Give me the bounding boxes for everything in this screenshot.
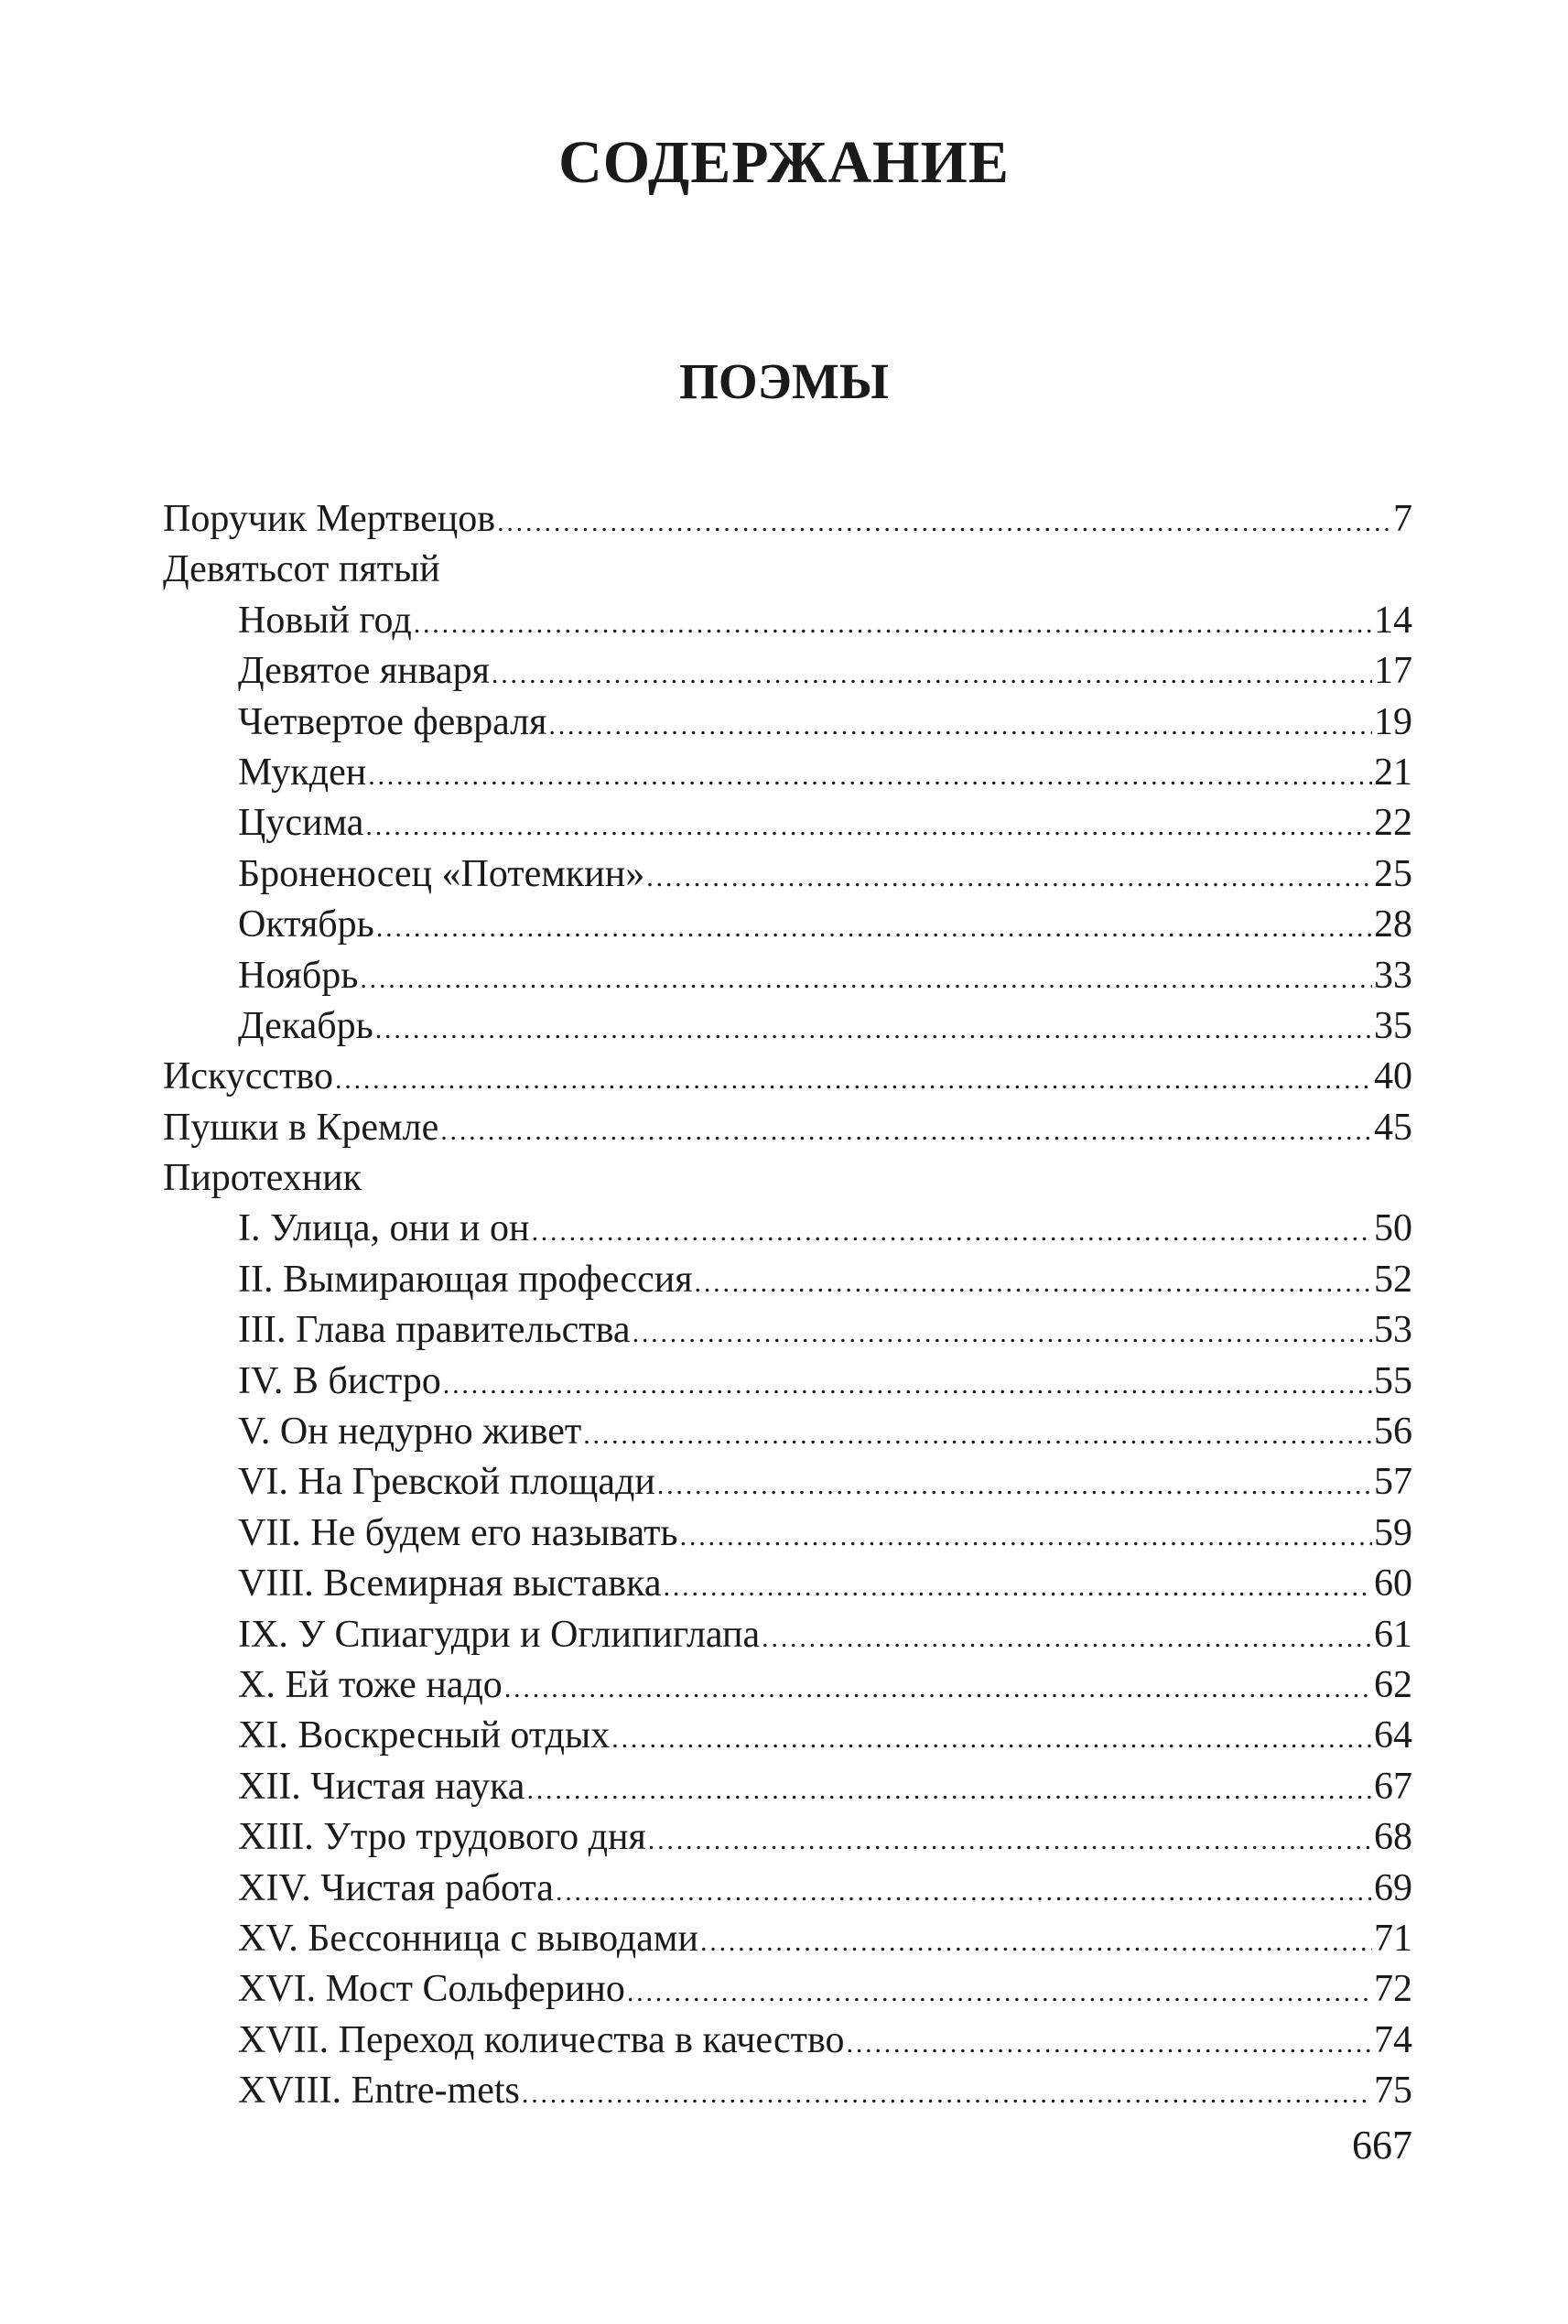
toc-entry-page: 72	[1374, 1968, 1412, 2011]
toc-entry-title: Цусима	[238, 802, 364, 845]
dot-leader	[627, 1967, 1372, 2017]
toc-entry	[163, 951, 1412, 1001]
dot-leader	[360, 954, 1372, 1004]
toc-entry	[163, 1964, 1412, 2015]
dot-leader	[414, 599, 1372, 649]
toc-entry	[163, 1052, 1412, 1102]
toc-entry	[163, 2066, 1412, 2116]
dot-leader	[368, 751, 1372, 801]
dot-leader	[375, 1004, 1372, 1054]
dot-leader	[556, 1866, 1372, 1917]
page-title: СОДЕРЖАНИЕ	[558, 129, 1010, 196]
toc-entry	[163, 1357, 1412, 1407]
dot-leader	[492, 649, 1372, 699]
toc-entry	[163, 646, 1412, 697]
dot-leader	[376, 903, 1372, 953]
dot-leader	[762, 1613, 1372, 1663]
toc-entry-page: 69	[1374, 1866, 1412, 1909]
toc-entry	[163, 545, 1412, 595]
toc-entry-title: VI. На Гревской площади	[238, 1461, 655, 1504]
toc-entry-title: I. Улица, они и он	[238, 1207, 530, 1250]
toc-entry-title: IV. В бистро	[238, 1359, 441, 1402]
toc-entry-page: 64	[1374, 1714, 1412, 1757]
toc-entry-page: 25	[1374, 852, 1412, 895]
dot-leader	[611, 1713, 1372, 1764]
toc-entry	[163, 1660, 1412, 1711]
toc-entry-page: 62	[1374, 1663, 1412, 1706]
toc-entry	[163, 1407, 1412, 1457]
toc-entry-title: Четвертое февраля	[238, 700, 547, 743]
toc-entry-page: 21	[1374, 751, 1412, 794]
toc-entry	[163, 1812, 1412, 1863]
toc-entry	[163, 1457, 1412, 1508]
toc-entry	[163, 849, 1412, 900]
toc-entry-page: 35	[1374, 1004, 1412, 1047]
toc-entry-title: Октябрь	[238, 903, 374, 946]
toc-entry-page: 45	[1374, 1106, 1412, 1149]
toc-entry-page: 56	[1374, 1411, 1412, 1454]
toc-entry-title: Поручик Мертвецов	[163, 498, 496, 540]
toc-entry	[163, 494, 1412, 545]
toc-entry-title: XVIII. Entre-mets	[238, 2070, 520, 2113]
toc-entry-page: 53	[1374, 1309, 1412, 1352]
toc-entry-page: 75	[1374, 2070, 1412, 2113]
dot-leader	[365, 801, 1372, 851]
dot-leader	[847, 2018, 1372, 2069]
toc-entry-title: Девятьсот пятый	[163, 548, 440, 591]
toc-entry	[163, 2016, 1412, 2066]
toc-entry	[163, 798, 1412, 849]
dot-leader	[695, 1258, 1372, 1308]
toc-entry-page: 28	[1374, 903, 1412, 946]
toc-entry-title: III. Глава правительства	[238, 1309, 631, 1352]
toc-entry-title: XI. Воскресный отдых	[238, 1714, 611, 1757]
toc-entry-title: X. Ей тоже надо	[238, 1663, 503, 1706]
toc-entry-page: 50	[1374, 1207, 1412, 1250]
dot-leader	[531, 1206, 1372, 1257]
dot-leader	[440, 1106, 1372, 1156]
toc-entry	[163, 1914, 1412, 1964]
dot-leader	[335, 1054, 1372, 1105]
toc-entry	[163, 900, 1412, 950]
toc-entry	[163, 1255, 1412, 1305]
toc-entry-title: VIII. Всемирная выставка	[238, 1562, 662, 1605]
toc-entry-title: V. Он недурно живет	[238, 1411, 582, 1454]
toc-entry-page: 17	[1374, 650, 1412, 693]
toc-entry-page: 40	[1374, 1055, 1412, 1098]
dot-leader	[497, 497, 1391, 547]
toc-entry-page: 60	[1374, 1562, 1412, 1605]
dot-leader	[583, 1410, 1372, 1460]
toc-entry	[163, 1864, 1412, 1914]
toc-entry-title: IX. У Спиагудри и Оглипиглапа	[238, 1613, 761, 1656]
toc-entry-page: 52	[1374, 1258, 1412, 1301]
toc-entry-title: XVII. Переход количества в качество	[238, 2018, 845, 2061]
toc-entry-title: Броненосец «Потемкин»	[238, 852, 645, 895]
toc-entry	[163, 697, 1412, 748]
toc-entry	[163, 1001, 1412, 1052]
toc-entry-page: 7	[1393, 498, 1412, 540]
table-of-contents	[163, 494, 1412, 2117]
toc-entry-page: 68	[1374, 1816, 1412, 1859]
toc-entry-title: Декабрь	[238, 1004, 373, 1047]
toc-entry-page: 67	[1374, 1765, 1412, 1808]
dot-leader	[680, 1511, 1372, 1562]
toc-entry	[163, 596, 1412, 646]
toc-entry	[163, 1711, 1412, 1761]
section-title: ПОЭМЫ	[679, 353, 889, 409]
dot-leader	[548, 700, 1372, 751]
toc-entry-page: 71	[1374, 1917, 1412, 1960]
dot-leader	[522, 2069, 1372, 2119]
toc-entry	[163, 1103, 1412, 1153]
toc-entry-title: Искусство	[163, 1055, 333, 1098]
dot-leader	[657, 1460, 1372, 1510]
page-number: 667	[1352, 2123, 1412, 2167]
toc-entry	[163, 748, 1412, 798]
toc-entry	[163, 1610, 1412, 1660]
toc-entry-page: 59	[1374, 1511, 1412, 1554]
toc-entry-page: 57	[1374, 1461, 1412, 1504]
toc-entry-title: VII. Не будем его называть	[238, 1511, 678, 1554]
dot-leader	[646, 852, 1372, 903]
toc-entry-title: Пушки в Кремле	[163, 1106, 439, 1149]
toc-entry-title: XIII. Утро трудового дня	[238, 1816, 646, 1859]
toc-entry-title: XV. Бессонница с выводами	[238, 1917, 698, 1960]
dot-leader	[700, 1917, 1372, 1967]
toc-entry	[163, 1508, 1412, 1559]
toc-entry-page: 33	[1374, 954, 1412, 997]
dot-leader	[648, 1815, 1372, 1865]
toc-entry-title: XVI. Мост Сольферино	[238, 1968, 625, 2011]
toc-entry-title: XII. Чистая наука	[238, 1765, 525, 1808]
dot-leader	[526, 1765, 1372, 1815]
toc-entry	[163, 1204, 1412, 1254]
toc-entry-title: Ноябрь	[238, 954, 359, 997]
toc-entry-page: 19	[1374, 700, 1412, 743]
toc-entry-page: 61	[1374, 1613, 1412, 1656]
toc-entry	[163, 1762, 1412, 1812]
toc-entry-title: Новый год	[238, 599, 412, 642]
toc-entry-page: 55	[1374, 1359, 1412, 1402]
toc-entry-title: Мукден	[238, 751, 367, 794]
toc-entry-title: II. Вымирающая профессия	[238, 1258, 693, 1301]
toc-entry	[163, 1305, 1412, 1356]
toc-entry-title: XIV. Чистая работа	[238, 1866, 554, 1909]
toc-entry-page: 74	[1374, 2018, 1412, 2061]
dot-leader	[504, 1663, 1372, 1713]
dot-leader	[443, 1359, 1372, 1410]
dot-leader	[664, 1562, 1372, 1612]
toc-entry-title: Пиротехник	[163, 1157, 362, 1200]
toc-entry-page: 14	[1374, 599, 1412, 642]
toc-entry-page: 22	[1374, 802, 1412, 845]
toc-entry	[163, 1559, 1412, 1609]
dot-leader	[633, 1308, 1372, 1358]
toc-entry	[163, 1153, 1412, 1204]
toc-entry-title: Девятое января	[238, 650, 490, 693]
